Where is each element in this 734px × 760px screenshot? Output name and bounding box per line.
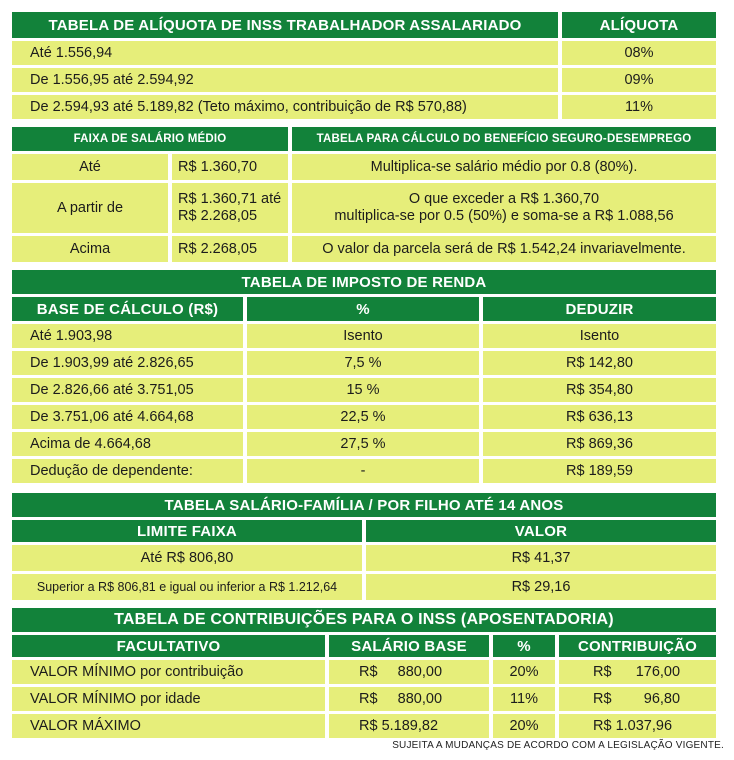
ir-row-4-deduzir: R$ 636,13 — [483, 405, 716, 429]
seguro-row-2-valor — [172, 183, 288, 233]
inss-row-3-aliquota: 11% — [562, 95, 716, 119]
seguro-row-1-valor: R$ 1.360,70 — [172, 154, 288, 180]
inss-row-2-faixa: De 1.556,95 até 2.594,92 — [12, 68, 558, 92]
ap-contribuicao-header: CONTRIBUIÇÃO — [559, 635, 716, 657]
inss-trabalhador-title: TABELA DE ALÍQUOTA DE INSS TRABALHADOR ASSALARIADO — [12, 12, 558, 38]
footer-note: SUJEITA A MUDANÇAS DE ACORDO COM A LEGISLAÇÃO VIGENTE. — [392, 740, 724, 751]
ir-row-5-base: Acima de 4.664,68 — [12, 432, 243, 456]
ir-row-4-base: De 3.751,06 até 4.664,68 — [12, 405, 243, 429]
inss-aliquota-header: ALÍQUOTA — [562, 12, 716, 38]
ir-row-6-base: Dedução de dependente: — [12, 459, 243, 483]
inss-row-1-aliquota: 08% — [562, 41, 716, 65]
seguro-row-2-calculo-line1: O que exceder a R$ 1.360,70 — [408, 190, 600, 207]
ap-row-2-salario: R$ 880,00 — [329, 687, 489, 711]
ir-row-6-deduzir: R$ 189,59 — [483, 459, 716, 483]
seguro-row-2-valor-line1: R$ 1.360,71 até — [178, 190, 282, 207]
ir-row-2-base: De 1.903,99 até 2.826,65 — [12, 351, 243, 375]
aposentadoria-title: TABELA DE CONTRIBUIÇÕES PARA O INSS (APOSENTADORIA) — [12, 608, 716, 632]
ap-percent-header: % — [493, 635, 555, 657]
ir-row-5-percent: 27,5 % — [247, 432, 479, 456]
seguro-row-2-calculo-line2: multiplica-se por 0.5 (50%) e soma-se a R$ 1.088,56 — [334, 208, 674, 224]
ap-row-1-contribuicao: R$ 176,00 — [559, 660, 716, 684]
seguro-row-3-label: Acima — [12, 236, 168, 262]
sf-row-1-limite: Até R$ 806,80 — [12, 545, 362, 571]
seguro-row-1-calculo: Multiplica-se salário médio por 0.8 (80%). — [292, 154, 716, 180]
ir-row-3-percent: 15 % — [247, 378, 479, 402]
imposto-renda-title: TABELA DE IMPOSTO DE RENDA — [12, 270, 716, 294]
sf-row-2-valor: R$ 29,16 — [366, 574, 716, 600]
ir-row-2-deduzir: R$ 142,80 — [483, 351, 716, 375]
seguro-row-3-calculo: O valor da parcela será de R$ 1.542,24 invariavelmente. — [292, 236, 716, 262]
ir-row-1-base: Até 1.903,98 — [12, 324, 243, 348]
seguro-row-2-valor-line2: R$ 2.268,05 — [178, 208, 258, 224]
ap-row-2-percent: 11% — [493, 687, 555, 711]
seguro-row-2-label: A partir de — [12, 183, 168, 233]
sf-row-1-valor: R$ 41,37 — [366, 545, 716, 571]
ap-row-1-tipo: VALOR MÍNIMO por contribuição — [12, 660, 325, 684]
ir-row-4-percent: 22,5 % — [247, 405, 479, 429]
salario-familia-title: TABELA SALÁRIO-FAMÍLIA / POR FILHO ATÉ 14 ANOS — [12, 493, 716, 517]
seguro-row-1-label: Até — [12, 154, 168, 180]
ir-row-2-percent: 7,5 % — [247, 351, 479, 375]
inss-row-1-faixa: Até 1.556,94 — [12, 41, 558, 65]
ir-row-6-percent: - — [247, 459, 479, 483]
seguro-row-3-valor: R$ 2.268,05 — [172, 236, 288, 262]
ir-row-1-deduzir: Isento — [483, 324, 716, 348]
ir-row-3-base: De 2.826,66 até 3.751,05 — [12, 378, 243, 402]
inss-row-3-faixa: De 2.594,93 até 5.189,82 (Teto máximo, contribuição de R$ 570,88) — [12, 95, 558, 119]
ap-row-2-tipo: VALOR MÍNIMO por idade — [12, 687, 325, 711]
ir-row-5-deduzir: R$ 869,36 — [483, 432, 716, 456]
ap-row-3-salario: R$ 5.189,82 — [329, 714, 489, 738]
ir-base-header: BASE DE CÁLCULO (R$) — [12, 297, 243, 321]
sf-limite-header: LIMITE FAIXA — [12, 520, 362, 542]
ir-deduzir-header: DEDUZIR — [483, 297, 716, 321]
ap-row-3-percent: 20% — [493, 714, 555, 738]
seguro-row-2-calculo — [292, 183, 716, 233]
inss-row-2-aliquota: 09% — [562, 68, 716, 92]
sf-valor-header: VALOR — [366, 520, 716, 542]
ap-salario-header: SALÁRIO BASE — [329, 635, 489, 657]
ap-row-2-contribuicao: R$ 96,80 — [559, 687, 716, 711]
sf-row-2-limite: Superior a R$ 806,81 e igual ou inferior a R$ 1.212,64 — [12, 574, 362, 600]
ap-row-1-percent: 20% — [493, 660, 555, 684]
ir-percent-header: % — [247, 297, 479, 321]
ap-row-3-contribuicao: R$ 1.037,96 — [559, 714, 716, 738]
faixa-salario-header: FAIXA DE SALÁRIO MÉDIO — [12, 127, 288, 151]
seguro-desemprego-header: TABELA PARA CÁLCULO DO BENEFÍCIO SEGURO-DESEMPREGO — [292, 127, 716, 151]
ir-row-1-percent: Isento — [247, 324, 479, 348]
ir-row-3-deduzir: R$ 354,80 — [483, 378, 716, 402]
ap-row-3-tipo: VALOR MÁXIMO — [12, 714, 325, 738]
ap-facultativo-header: FACULTATIVO — [12, 635, 325, 657]
ap-row-1-salario: R$ 880,00 — [329, 660, 489, 684]
